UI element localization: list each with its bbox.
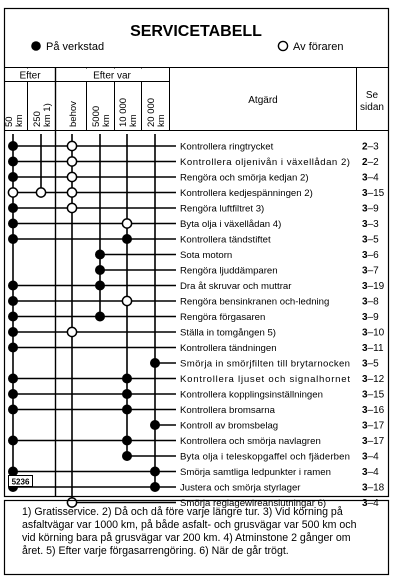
row-label: Byta olja i växellådan 4) xyxy=(180,219,282,230)
row-page: 3–4 xyxy=(362,172,379,184)
row-label: Kontrollera bromsarna xyxy=(180,405,275,416)
row-page: 3–5 xyxy=(362,234,379,246)
row-page: 3–10 xyxy=(362,327,385,339)
row-page: 3–7 xyxy=(362,265,379,277)
row-label: Rengöra bensinkranen och-ledning xyxy=(180,296,330,308)
interval-header: 250km 1) xyxy=(32,103,53,127)
filled-dot-icon xyxy=(95,250,105,260)
row-label: Sota motorn xyxy=(180,250,233,261)
row-label: Byta olja i teleskopgaffel och fjäderben xyxy=(180,451,350,463)
footnote-line: 1) Gratisservice. 2) Då och då före varje längre tur. 3) Vid körning på xyxy=(22,506,343,518)
row-label: Rengöra ljuddämparen xyxy=(180,265,278,277)
filled-dot-icon xyxy=(95,312,105,322)
row-page: 3–3 xyxy=(362,219,379,230)
page-title: SERVICETABELL xyxy=(130,23,262,40)
table-rows xyxy=(8,134,385,509)
open-dot-icon xyxy=(122,296,131,305)
row-page: 3–8 xyxy=(362,296,379,308)
open-dot-icon xyxy=(67,141,76,150)
legend-owner-label: Av föraren xyxy=(293,41,344,53)
row-page: 3–4 xyxy=(362,451,379,463)
footnote-line: vid körning bara på grusvägar var 200 km. 4) Atminstone 2 gånger om xyxy=(22,532,351,544)
filled-dot-icon xyxy=(8,327,18,337)
filled-dot-icon xyxy=(150,358,160,368)
row-label: Smörja samtliga ledpunkter i ramen xyxy=(180,467,331,478)
row-label: Kontrollera oljenivån i växellådan 2) xyxy=(180,157,350,168)
row-page: 3–17 xyxy=(362,436,385,447)
interval-header: 50km xyxy=(4,114,25,127)
filled-dot-icon xyxy=(8,203,18,213)
header-see-page: sidan xyxy=(360,102,384,113)
row-label: Kontrollera tändningen xyxy=(180,343,277,354)
filled-dot-icon xyxy=(8,172,18,182)
header-action: Atgärd xyxy=(248,95,278,106)
filled-dot-icon xyxy=(8,374,18,384)
open-dot-icon xyxy=(67,172,76,181)
row-page: 2–2 xyxy=(362,157,379,168)
open-dot-icon xyxy=(67,157,76,166)
row-label: Kontrollera ringtrycket xyxy=(180,141,274,153)
filled-dot-icon xyxy=(8,141,18,151)
filled-dot-icon xyxy=(150,467,160,477)
row-page: 3–16 xyxy=(362,405,385,416)
filled-dot-icon xyxy=(95,281,105,291)
footnote-line: året. 5) Efter varje förgasarrengöring. 6) När de går trögt. xyxy=(22,545,289,557)
row-page: 3–12 xyxy=(362,374,385,385)
row-page: 3–5 xyxy=(362,358,379,370)
row-label: Dra åt skruvar och muttrar xyxy=(180,281,292,292)
interval-header: 5000km xyxy=(91,105,112,127)
filled-dot-icon xyxy=(31,41,41,51)
filled-dot-icon xyxy=(8,219,18,229)
row-page: 2–3 xyxy=(362,141,379,153)
row-page: 3–19 xyxy=(362,281,385,292)
filled-dot-icon xyxy=(95,265,105,275)
filled-dot-icon xyxy=(8,405,18,415)
row-page: 3–4 xyxy=(362,467,379,478)
open-dot-icon xyxy=(67,327,76,336)
interval-header: 20 000km xyxy=(146,97,167,127)
row-label: Justera och smörja styrlager xyxy=(180,482,301,494)
filled-dot-icon xyxy=(122,374,132,384)
filled-dot-icon xyxy=(122,389,132,399)
filled-dot-icon xyxy=(150,420,160,430)
filled-dot-icon xyxy=(8,281,18,291)
footnote-line: asfaltvägar var 1000 km, på både asfalt- och grusvägar var 500 km och xyxy=(22,519,357,531)
row-label: Kontrollera ljuset och signalhornet xyxy=(180,374,350,385)
row-label: Kontroll av bromsbelag xyxy=(180,420,279,432)
row-page: 3–15 xyxy=(362,188,385,199)
row-page: 3–15 xyxy=(362,389,385,401)
legend-workshop-label: På verkstad xyxy=(46,41,105,53)
filled-dot-icon xyxy=(8,296,18,306)
interval-header: 10 000km xyxy=(118,97,139,127)
row-page: 3–18 xyxy=(362,482,385,494)
filled-dot-icon xyxy=(8,343,18,353)
filled-dot-icon xyxy=(8,436,18,446)
open-dot-icon xyxy=(67,188,76,197)
header-after: Efter xyxy=(19,70,41,82)
filled-dot-icon xyxy=(8,234,18,244)
row-page: 3–4 xyxy=(362,498,379,509)
filled-dot-icon xyxy=(150,482,160,492)
row-page: 3–9 xyxy=(362,203,379,215)
footnotes xyxy=(22,506,394,558)
filled-dot-icon xyxy=(122,451,132,461)
row-page: 3–11 xyxy=(362,343,384,354)
row-label: Rengöra och smörja kedjan 2) xyxy=(180,172,309,184)
row-page: 3–9 xyxy=(362,312,379,323)
open-dot-icon xyxy=(67,203,76,212)
row-label: Kontrollera tändstiftet xyxy=(180,234,271,246)
row-label: Kontrollera kedjespänningen 2) xyxy=(180,188,313,199)
row-label: Rengöra förgasaren xyxy=(180,312,266,323)
filled-dot-icon xyxy=(122,234,132,244)
row-label: Rengöra luftfiltret 3) xyxy=(180,203,265,215)
open-dot-icon xyxy=(8,188,17,197)
row-label: Kontrollera och smörja navlagren xyxy=(180,436,321,447)
filled-dot-icon xyxy=(8,157,18,167)
row-label: Smörja in smörjfilten till brytarnocken xyxy=(180,358,350,370)
interval-header: behov xyxy=(68,101,79,127)
row-label: Smörja reglagewireanslutningar 6) xyxy=(180,498,327,509)
row-label: Ställa in tomgången 5) xyxy=(180,327,276,339)
row-page: 3–17 xyxy=(362,420,385,432)
filled-dot-icon xyxy=(122,405,132,415)
open-dot-icon xyxy=(278,41,287,50)
code-label: 5236 xyxy=(11,477,30,487)
filled-dot-icon xyxy=(8,389,18,399)
filled-dot-icon xyxy=(122,436,132,446)
header-see-page: Se xyxy=(365,90,379,101)
header-after-each: Efter var xyxy=(93,70,131,82)
row-label: Kontrollera kopplingsinställningen xyxy=(180,389,323,401)
open-dot-icon xyxy=(36,188,45,197)
row-page: 3–6 xyxy=(362,250,379,261)
open-dot-icon xyxy=(122,219,131,228)
filled-dot-icon xyxy=(8,312,18,322)
